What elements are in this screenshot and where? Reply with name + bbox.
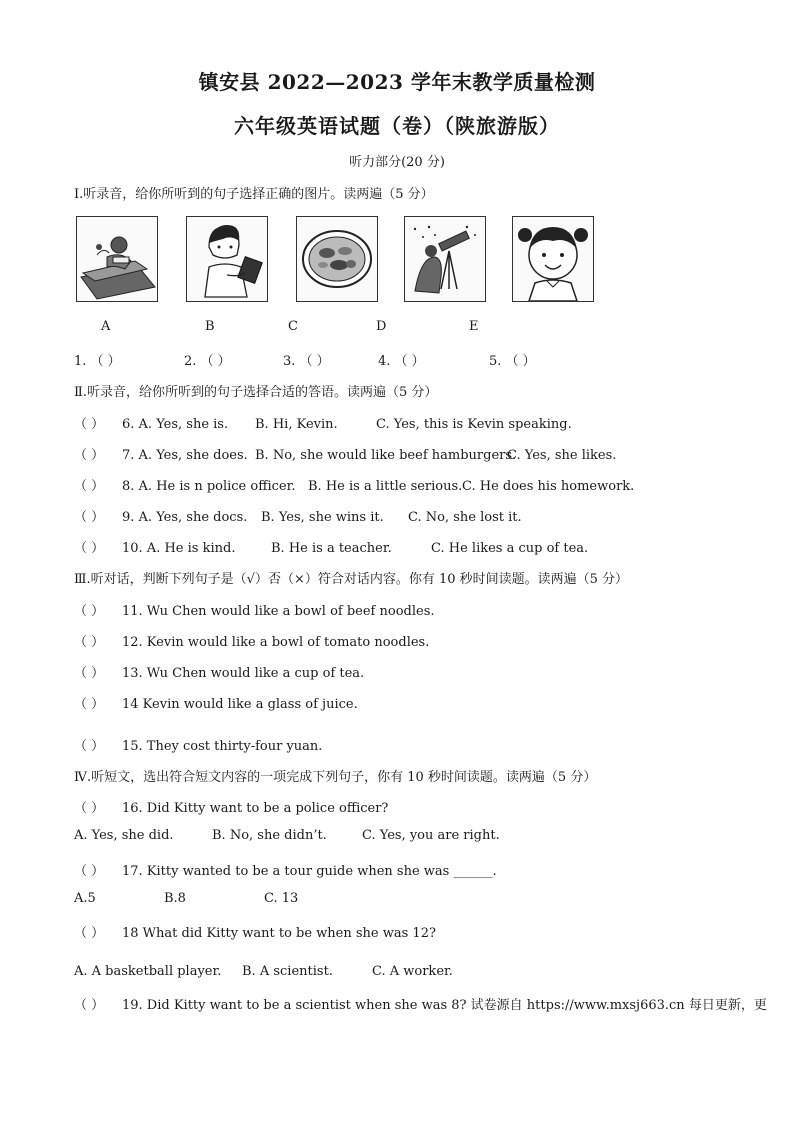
question-16-option-a: A. Yes, she did. xyxy=(74,828,174,843)
telescope-stars-icon xyxy=(404,216,486,302)
answer-blank-5[interactable]: 5. （ ） xyxy=(489,354,536,369)
question-7 xyxy=(74,444,616,463)
question-11 xyxy=(74,600,435,619)
answer-paren[interactable]: （ ） xyxy=(74,635,105,650)
question-12 xyxy=(74,631,429,650)
question-18-option-c: C. A worker. xyxy=(372,964,453,979)
question-10 xyxy=(74,537,588,556)
question-13-text: 13. Wu Chen would like a cup of tea. xyxy=(122,666,365,681)
question-16-text: 16. Did Kitty want to be a police officer? xyxy=(122,801,389,816)
section1-heading: Ⅰ.听录音，给你所听到的句子选择正确的图片。读两遍（5 分） xyxy=(74,187,434,202)
question-16-options xyxy=(74,828,500,843)
question-6-option-b: B. Hi, Kevin. xyxy=(255,417,338,432)
question-8-option-b: B. He is a little serious. xyxy=(308,479,463,494)
answer-paren[interactable]: （ ） xyxy=(74,479,105,494)
exam-title: 镇安县 2022—2023 学年末教学质量检测 xyxy=(198,70,596,94)
question-10-option-a: 10. A. He is kind. xyxy=(122,541,236,556)
question-6-option-c: C. Yes, this is Kevin speaking. xyxy=(376,417,572,432)
answer-blank-4[interactable]: 4. （ ） xyxy=(378,354,425,369)
question-16-option-c: C. Yes, you are right. xyxy=(362,828,500,843)
question-18-option-a: A. A basketball player. xyxy=(74,964,222,979)
picture-label-e: E xyxy=(469,319,479,334)
child-lying-reading-icon xyxy=(76,216,158,302)
answer-paren[interactable]: （ ） xyxy=(74,864,105,879)
bowl-of-food-icon xyxy=(296,216,378,302)
answer-paren[interactable]: （ ） xyxy=(74,801,105,816)
answer-paren[interactable]: （ ） xyxy=(74,739,105,754)
section2-heading: Ⅱ.听录音，给你所听到的句子选择合适的答语。读两遍（5 分） xyxy=(74,385,438,400)
answer-blank-3[interactable]: 3. （ ） xyxy=(283,354,330,369)
question-6 xyxy=(74,413,572,432)
picture-label-d: D xyxy=(376,319,387,334)
question-17 xyxy=(74,860,497,879)
question-10-option-b: B. He is a teacher. xyxy=(271,541,392,556)
question-19 xyxy=(74,994,767,1013)
question-17-option-c: C. 13 xyxy=(264,891,299,906)
question-9 xyxy=(74,506,522,525)
question-18 xyxy=(74,922,436,941)
answer-paren[interactable]: （ ） xyxy=(74,697,105,712)
answer-paren[interactable]: （ ） xyxy=(74,541,105,556)
boy-with-tablet-icon xyxy=(186,216,268,302)
smiling-girl-icon xyxy=(512,216,594,302)
question-7-option-a: 7. A. Yes, she does. xyxy=(122,448,248,463)
question-17-option-b: B.8 xyxy=(164,891,186,906)
question-7-option-c: C. Yes, she likes. xyxy=(507,448,617,463)
question-10-option-c: C. He likes a cup of tea. xyxy=(431,541,589,556)
question-9-option-c: C. No, she lost it. xyxy=(408,510,522,525)
question-18-text: 18 What did Kitty want to be when she was 12? xyxy=(122,926,436,941)
question-13 xyxy=(74,662,364,681)
section4-heading: Ⅳ.听短文，选出符合短文内容的一项完成下列句子，你有 10 秒时间读题。读两遍（5 分） xyxy=(74,770,597,785)
answer-paren[interactable]: （ ） xyxy=(74,998,105,1013)
question-9-option-b: B. Yes, she wins it. xyxy=(261,510,384,525)
answer-paren[interactable]: （ ） xyxy=(74,666,105,681)
question-15-text: 15. They cost thirty-four yuan. xyxy=(122,739,323,754)
answer-blank-2[interactable]: 2. （ ） xyxy=(184,354,231,369)
listening-part-label: 听力部分(20 分) xyxy=(349,155,445,170)
answer-paren[interactable]: （ ） xyxy=(74,604,105,619)
question-6-option-a: 6. A. Yes, she is. xyxy=(122,417,229,432)
question-18-option-b: B. A scientist. xyxy=(242,964,333,979)
question-12-text: 12. Kevin would like a bowl of tomato noodles. xyxy=(122,635,430,650)
answer-paren[interactable]: （ ） xyxy=(74,926,105,941)
picture-label-c: C xyxy=(288,319,298,334)
answer-paren[interactable]: （ ） xyxy=(74,510,105,525)
question-18-options xyxy=(74,964,453,979)
question-17-options xyxy=(74,891,298,906)
question-17-option-a: A.5 xyxy=(74,891,96,906)
question-19-text: 19. Did Kitty want to be a scientist when she was 8? 试卷源自 https://www.mxsj663.cn 每日更新，更 xyxy=(122,998,767,1013)
question-14 xyxy=(74,693,358,712)
question-16 xyxy=(74,797,388,816)
answer-paren[interactable]: （ ） xyxy=(74,448,105,463)
question-8-option-c: C. He does his homework. xyxy=(462,479,635,494)
question-16-option-b: B. No, she didn’t. xyxy=(212,828,327,843)
question-8 xyxy=(74,475,634,494)
answer-blank-1[interactable]: 1. （ ） xyxy=(74,354,121,369)
question-8-option-a: 8. A. He is n police officer. xyxy=(122,479,296,494)
picture-label-b: B xyxy=(205,319,215,334)
question-11-text: 11. Wu Chen would like a bowl of beef noodles. xyxy=(122,604,435,619)
question-17-text: 17. Kitty wanted to be a tour guide when she was ______. xyxy=(122,864,497,879)
question-9-option-a: 9. A. Yes, she docs. xyxy=(122,510,248,525)
answer-paren[interactable]: （ ） xyxy=(74,417,105,432)
picture-label-a: A xyxy=(101,319,111,334)
question-7-option-b: B. No, she would like beef hamburgers. xyxy=(255,448,517,463)
question-14-text: 14 Kevin would like a glass of juice. xyxy=(122,697,358,712)
question-15 xyxy=(74,735,322,754)
exam-subtitle: 六年级英语试题（卷）（陕旅游版） xyxy=(234,114,560,138)
section3-heading: Ⅲ.听对话，判断下列句子是（√）否（×）符合对话内容。你有 10 秒时间读题。读两遍（5 分） xyxy=(74,572,629,587)
